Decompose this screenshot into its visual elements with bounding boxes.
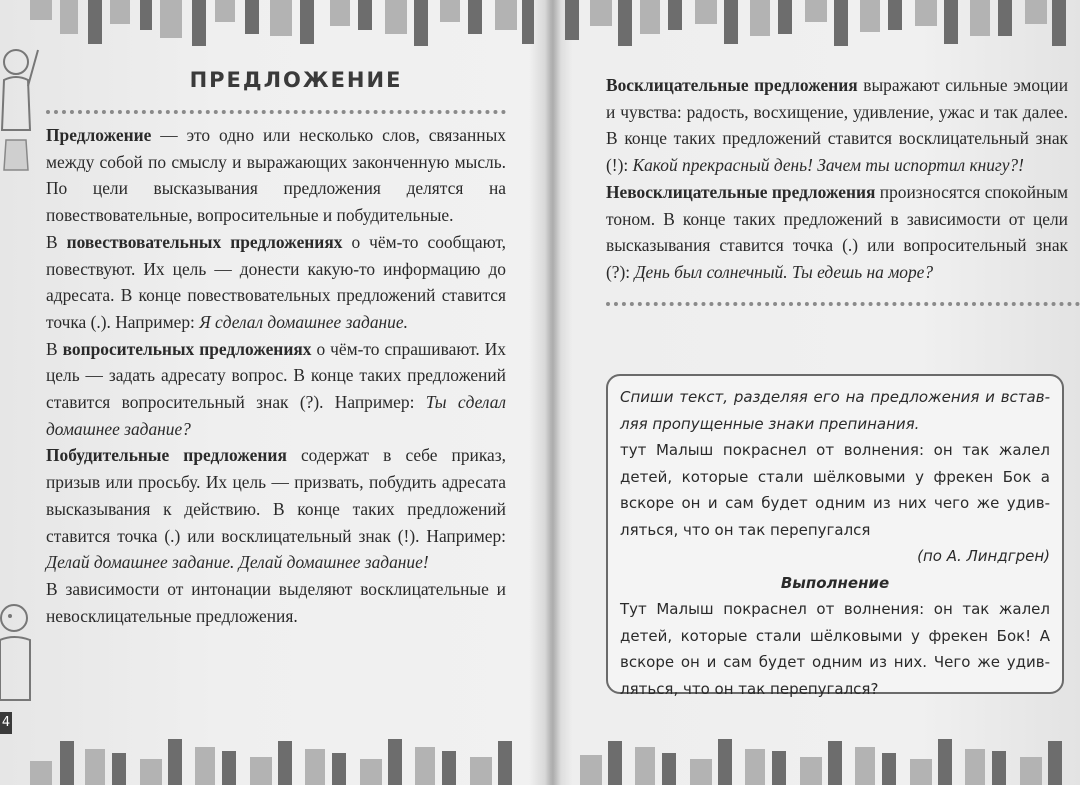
exercise-box <box>606 374 1064 698</box>
exercise-task: Спиши текст, разделяя его на предложения и вставляя пропущенные знаки препинания. <box>620 388 1050 433</box>
exclamatory-paragraph: Восклицательные предложения выражают сильные эмоции и чувства: радость, восхищение, удивление, ужас и так далее. В конце таких предложений ставится восклицательный знак (!): Какой прекрасный день! Зачем ты испортил книгу?! <box>606 75 1069 176</box>
term: Невосклицательные предложения <box>606 181 876 202</box>
term: Восклицательные предложения <box>606 75 858 95</box>
page-title: ПРЕДЛОЖЕНИЕ <box>189 68 403 92</box>
top-decorative-bars <box>0 0 1080 50</box>
bottom-decorative-bars <box>0 735 1080 785</box>
book-spine <box>545 0 561 785</box>
intonation-paragraph: В зависимости от интонации выделяют восклицательные и невосклицательные предложения. <box>46 578 506 626</box>
term: повествовательных предложениях <box>66 231 343 252</box>
example: Ты сделал домашнее задание? <box>46 392 506 439</box>
term: Побудительные предложения <box>46 445 287 466</box>
right-page <box>606 72 1068 306</box>
non-exclamatory-paragraph: Невосклицательные предложения произносятся спокойным тоном. В конце таких предложений в зависимости от цели высказывания ставится точка (.) или вопросительный знак (?): День был солнечный. Ты едешь на море? <box>606 181 1068 282</box>
exercise-text: тут Малыш покраснел от волнения: он так жалел детей, которые стали шёлковыми у фрекен Бок а вскоре он и сам будет одним из них чего же удивляться, что он так перепугался <box>620 441 1050 539</box>
example: Я сделал домашнее задание. <box>199 311 408 332</box>
girl-illustration-icon <box>0 40 40 195</box>
declarative-paragraph: В повествовательных предложениях о чём-то сообщают, повествуют. Их цель — донести какую-то информацию до адресата. В конце повествовательных предложений ставится точка (.). Например: Я сделал домашнее задание. <box>46 231 506 332</box>
boy-illustration-icon <box>0 600 40 715</box>
left-page <box>46 64 506 629</box>
term: Предложение <box>46 125 152 145</box>
left-page-text <box>46 122 506 629</box>
page-number: 4 <box>0 712 12 734</box>
answer-heading: Выполнение <box>780 573 890 592</box>
example: Какой прекрасный день! Зачем ты испортил книгу?! <box>632 155 1024 176</box>
imperative-paragraph: Побудительные предложения содержат в себе приказ, призыв или просьбу. Их цель — призвать, побудить адресата высказывания к действию. В конце таких предложений ставится точка (.) или восклицательный знак (!). Например: Делай домашнее задание. Делай домашнее задание! <box>46 445 506 573</box>
term: вопросительных предложениях <box>62 338 312 359</box>
interrogative-paragraph: В вопросительных предложениях о чём-то спрашивают. Их цель — задать адресату вопрос. В конце таких предложений ставится вопросительный знак (?). Например: Ты сделал домашнее задание? <box>46 338 506 439</box>
dotted-divider <box>46 110 506 114</box>
example: Делай домашнее задание. Делай домашнее задание! <box>46 552 429 573</box>
dotted-divider <box>606 302 1080 306</box>
exercise-answer: Тут Малыш покраснел от волнения: он так жалел детей, которые стали шёлковыми у фрекен Бок! А вскоре он и сам будет одним из них. Чего же удивляться, что он так перепугался? <box>620 600 1050 698</box>
exercise-source: (по А. Линдгрен) <box>917 547 1050 565</box>
definition-paragraph: Предложение — это одно или несколько слов, связанных между собой по смыслу и выражающих законченную мысль. По цели высказывания предложения делятся на повествовательные, вопросительные и побудительные. <box>46 125 506 226</box>
example: День был солнечный. Ты едешь на море? <box>634 261 934 282</box>
